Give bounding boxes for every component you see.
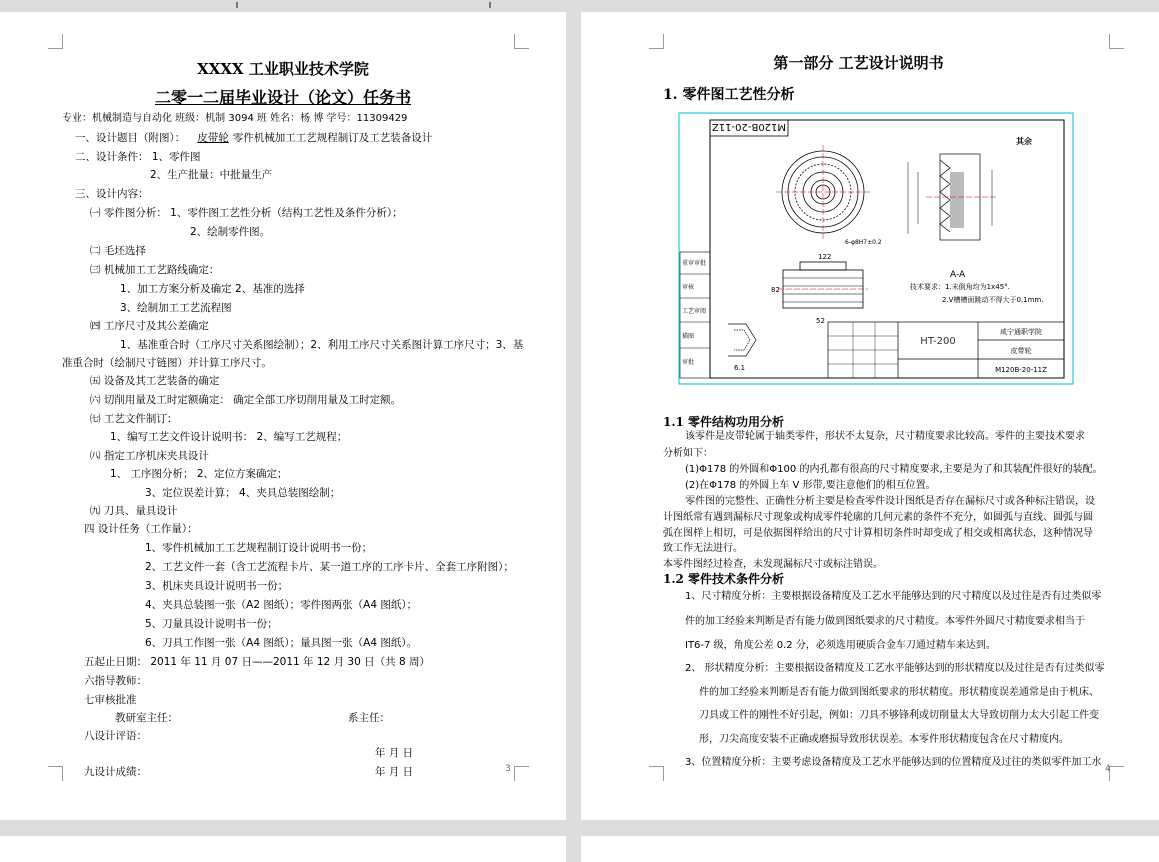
signature-label: 教研室主任： — [115, 712, 178, 724]
paragraph-line: 分析如下： — [663, 448, 713, 459]
drawing-school: 咸宁通职学院 — [1000, 328, 1042, 336]
task-line: 3、机床夹具设计说明书一份； — [145, 580, 289, 592]
task-line: 1、 工序图分析； 2、定位方案确定； — [110, 468, 288, 480]
date-line: 年 月 日 — [375, 766, 414, 778]
paragraph-line: 1、尺寸精度分析：主要根据设备精度及工艺水平能够达到的尺寸精度以及过往是否有过类似零 — [685, 591, 1102, 602]
paragraph-line: 本零件图经过检查，未发现漏标尺寸或标注错误。 — [663, 559, 883, 570]
drawing-part-name: 皮带轮 — [1010, 347, 1032, 355]
date-line: 年 月 日 — [375, 747, 414, 759]
task-line: 三、设计内容： — [75, 188, 149, 200]
paragraph-line: 零件图的完整性、正确性分析主要是检查零件设计图纸是否存在漏标尺寸或各种标注错误，设 — [685, 496, 1095, 507]
task-line: ㈢ 机械加工工艺路线确定： — [90, 264, 220, 276]
margin-mark-bottom-left — [649, 766, 664, 781]
paragraph-line: 该零件是皮带轮属于轴类零件，形状不太复杂，尺寸精度要求比较高。零件的主要技术要求 — [685, 431, 1085, 442]
task-line: 九设计成绩： — [84, 766, 147, 778]
document-page-4 — [581, 12, 1159, 820]
ruler-tab-marker — [236, 2, 238, 8]
margin-mark-top-left — [48, 34, 63, 49]
task-line: ㈦ 工艺文件制订： — [90, 413, 178, 425]
task-line: 6、刀具工作图一张（A4 图纸）；量具图一张（A4 图纸）。 — [145, 637, 418, 649]
task-line: 四 设计任务（工作量）： — [84, 523, 198, 535]
technical-requirement: 2.V槽槽面跳动不得大于0.1mm. — [942, 296, 1044, 304]
next-page-left — [0, 836, 566, 862]
document-title: 二零一二届毕业设计（论文）任务书 — [154, 88, 411, 107]
paragraph-line: 弧在图样上相切，可是依据图样给出的尺寸计算相切条件时却变成了相交或相离状态，这种情况导 — [663, 528, 1093, 539]
task-line: ㈣ 工序尺寸及其公差确定 — [90, 320, 209, 332]
drawing-side-label: 描图 — [682, 333, 695, 340]
ruler-tab-marker — [489, 2, 491, 8]
document-page-3 — [0, 12, 566, 820]
section-heading: 1. 零件图工艺性分析 — [663, 87, 795, 103]
task-line: ㈨ 刀具、量具设计 — [90, 505, 178, 517]
drawing-side-label: 工艺审阅 — [682, 308, 707, 315]
technical-requirement: 技术要求：1.未倒角均为1x45°. — [910, 283, 1010, 291]
task-line: ㈤ 设备及其工艺装备的确定 — [90, 375, 220, 387]
drawing-roughness: 其余 — [1016, 137, 1032, 146]
paragraph-line: 3、位置精度分析：主要考虑设备精度及工艺水平能够达到的位置精度及过往的类似零件加工水 — [685, 757, 1102, 768]
drawing-side-label: 审核 — [682, 284, 695, 291]
margin-mark-bottom-right — [514, 766, 529, 781]
margin-mark-top-left — [649, 34, 664, 49]
margin-mark-top-right — [1109, 34, 1124, 49]
drawing-side-label: 审批 — [682, 359, 695, 366]
paragraph-line: IT6-7 级，角度公差 0.2 分，必须选用硬质合金车刀通过精车来达到。 — [685, 640, 996, 651]
task-line: 5、刀量具设计说明书一份； — [145, 618, 278, 630]
drawing-code: M120B-20-11Z — [995, 366, 1047, 374]
task-line: 1、编写工艺文件设计说明书： 2、编写工艺规程； — [110, 431, 348, 443]
margin-mark-top-right — [514, 34, 529, 49]
task-line: 七审核批准 — [84, 694, 137, 706]
task-line: 1、加工方案分析及确定 2、基准的选择 — [120, 283, 305, 295]
design-topic-rest: 零件机械加工工艺规程制订及工艺装备设计 — [232, 132, 433, 144]
paragraph-line: 刀具或工件的刚性不好引起，例如：刀具不够锋利或切削量太大导致切削力太大引起工件变 — [699, 710, 1099, 721]
drawing-top-code: M120B-20-11Z — [711, 121, 787, 132]
task-line: ㈧ 指定工序机床夹具设计 — [90, 450, 209, 462]
subsection-heading: 1.1 零件结构功用分析 — [663, 415, 785, 429]
design-topic — [75, 131, 432, 145]
dimension-label: 82 — [771, 286, 780, 294]
task-line: ㈥ 切削用量及工时定额确定： 确定全部工序切削用量及工时定额。 — [90, 394, 402, 406]
margin-mark-bottom-left — [48, 766, 63, 781]
paragraph-line: 2、 形状精度分析：主要根据设备精度及工艺水平能够达到的形状精度以及过往是否有过类似零 — [685, 663, 1105, 674]
paragraph-line: 件的加工经验来判断是否有能力做到图纸要求的形状精度。形状精度误差通常是由于机床、 — [699, 687, 1099, 698]
task-line: 八设计评语： — [84, 730, 147, 742]
task-line: 2、绘制零件图。 — [190, 226, 271, 238]
task-line: 二、设计条件： 1、零件图 — [75, 151, 201, 163]
design-topic-name: 皮带轮 — [197, 132, 229, 144]
section-label: A-A — [950, 270, 966, 280]
school-name: XXXX 工业职业技术学院 — [197, 60, 369, 78]
paragraph-line: 致工作无法进行。 — [663, 543, 743, 554]
margin-mark-bottom-right — [1109, 766, 1124, 781]
paragraph-line: (1)Φ178 的外圆和Φ100 的内孔都有很高的尺寸精度要求,主要是为了和其装配件很好的装配。 — [685, 464, 1103, 475]
page-number: 3 — [505, 764, 511, 774]
task-line: 2、生产批量：中批量生产 — [150, 169, 273, 181]
task-line: 准重合时（绘制尺寸链图）并计算工序尺寸。 — [62, 357, 272, 369]
page-number: 4 — [1105, 764, 1111, 774]
subsection-heading: 1.2 零件技术条件分析 — [663, 572, 785, 586]
task-line: 4、夹具总装图一张（A2 图纸）；零件图两张（A4 图纸）； — [145, 599, 418, 611]
task-line: 1、基准重合时（工序尺寸关系图绘制）；2、利用工序尺寸关系图计算工序尺寸；3、基 — [120, 339, 524, 351]
paragraph-line: (2)在Φ178 的外圆上车 V 形带,要注意他们的相互位置。 — [685, 480, 936, 491]
paragraph-line: 计图纸常有遇到漏标尺寸现象或构成零件轮廓的几何元素的条件不充分，如圆弧与直线、圆弧与圆 — [663, 512, 1093, 523]
task-line: 3、绘制加工工艺流程图 — [120, 302, 232, 314]
drawing-side-label: 重审审批 — [682, 260, 707, 267]
task-line: 2、工艺文件一套（含工艺流程卡片、某一道工序的工序卡片、全套工序附图）； — [145, 561, 514, 573]
part-drawing — [678, 112, 1074, 385]
material-label: HT-200 — [920, 336, 956, 347]
task-line: ㈡ 毛坯选择 — [90, 245, 146, 257]
signature-label: 系主任： — [348, 712, 390, 724]
paragraph-line: 件的加工经验来判断是否有能力做到图纸要求的尺寸精度。本零件外圆尺寸精度要求相当于 — [685, 616, 1085, 627]
dimension-label: 6.1 — [734, 364, 746, 372]
task-line: 六指导教师： — [84, 675, 147, 687]
dimension-label: 122 — [818, 253, 832, 261]
drawing-hole-spec: 6-φ8H7±0.2 — [845, 239, 882, 246]
paragraph-line: 形，刀尖高度安装不正确或磨损导致形状误差。本零件形状精度包含在尺寸精度内。 — [699, 734, 1069, 745]
student-info: 专业：机械制造与自动化 班级：机制 3094 班 姓名：杨 博 学号：11309429 — [62, 113, 408, 124]
task-line: ㈠ 零件图分析： 1、零件图工艺性分析（结构工艺性及条件分析）； — [90, 207, 403, 219]
dimension-label: 52 — [816, 317, 825, 325]
task-line: 五起止日期： 2011 年 11 月 07 日——2011 年 12 月 30 日（共 8 周） — [84, 656, 430, 668]
part-title: 第一部分 工艺设计说明书 — [773, 54, 944, 72]
design-topic-label: 一、设计题目（附图）： — [75, 132, 186, 144]
task-line: 3、定位误差计算； 4、夹具总装图绘制； — [145, 487, 341, 499]
next-page-right — [581, 836, 1159, 862]
task-line: 1、零件机械加工工艺规程制订设计说明书一份； — [145, 542, 373, 554]
